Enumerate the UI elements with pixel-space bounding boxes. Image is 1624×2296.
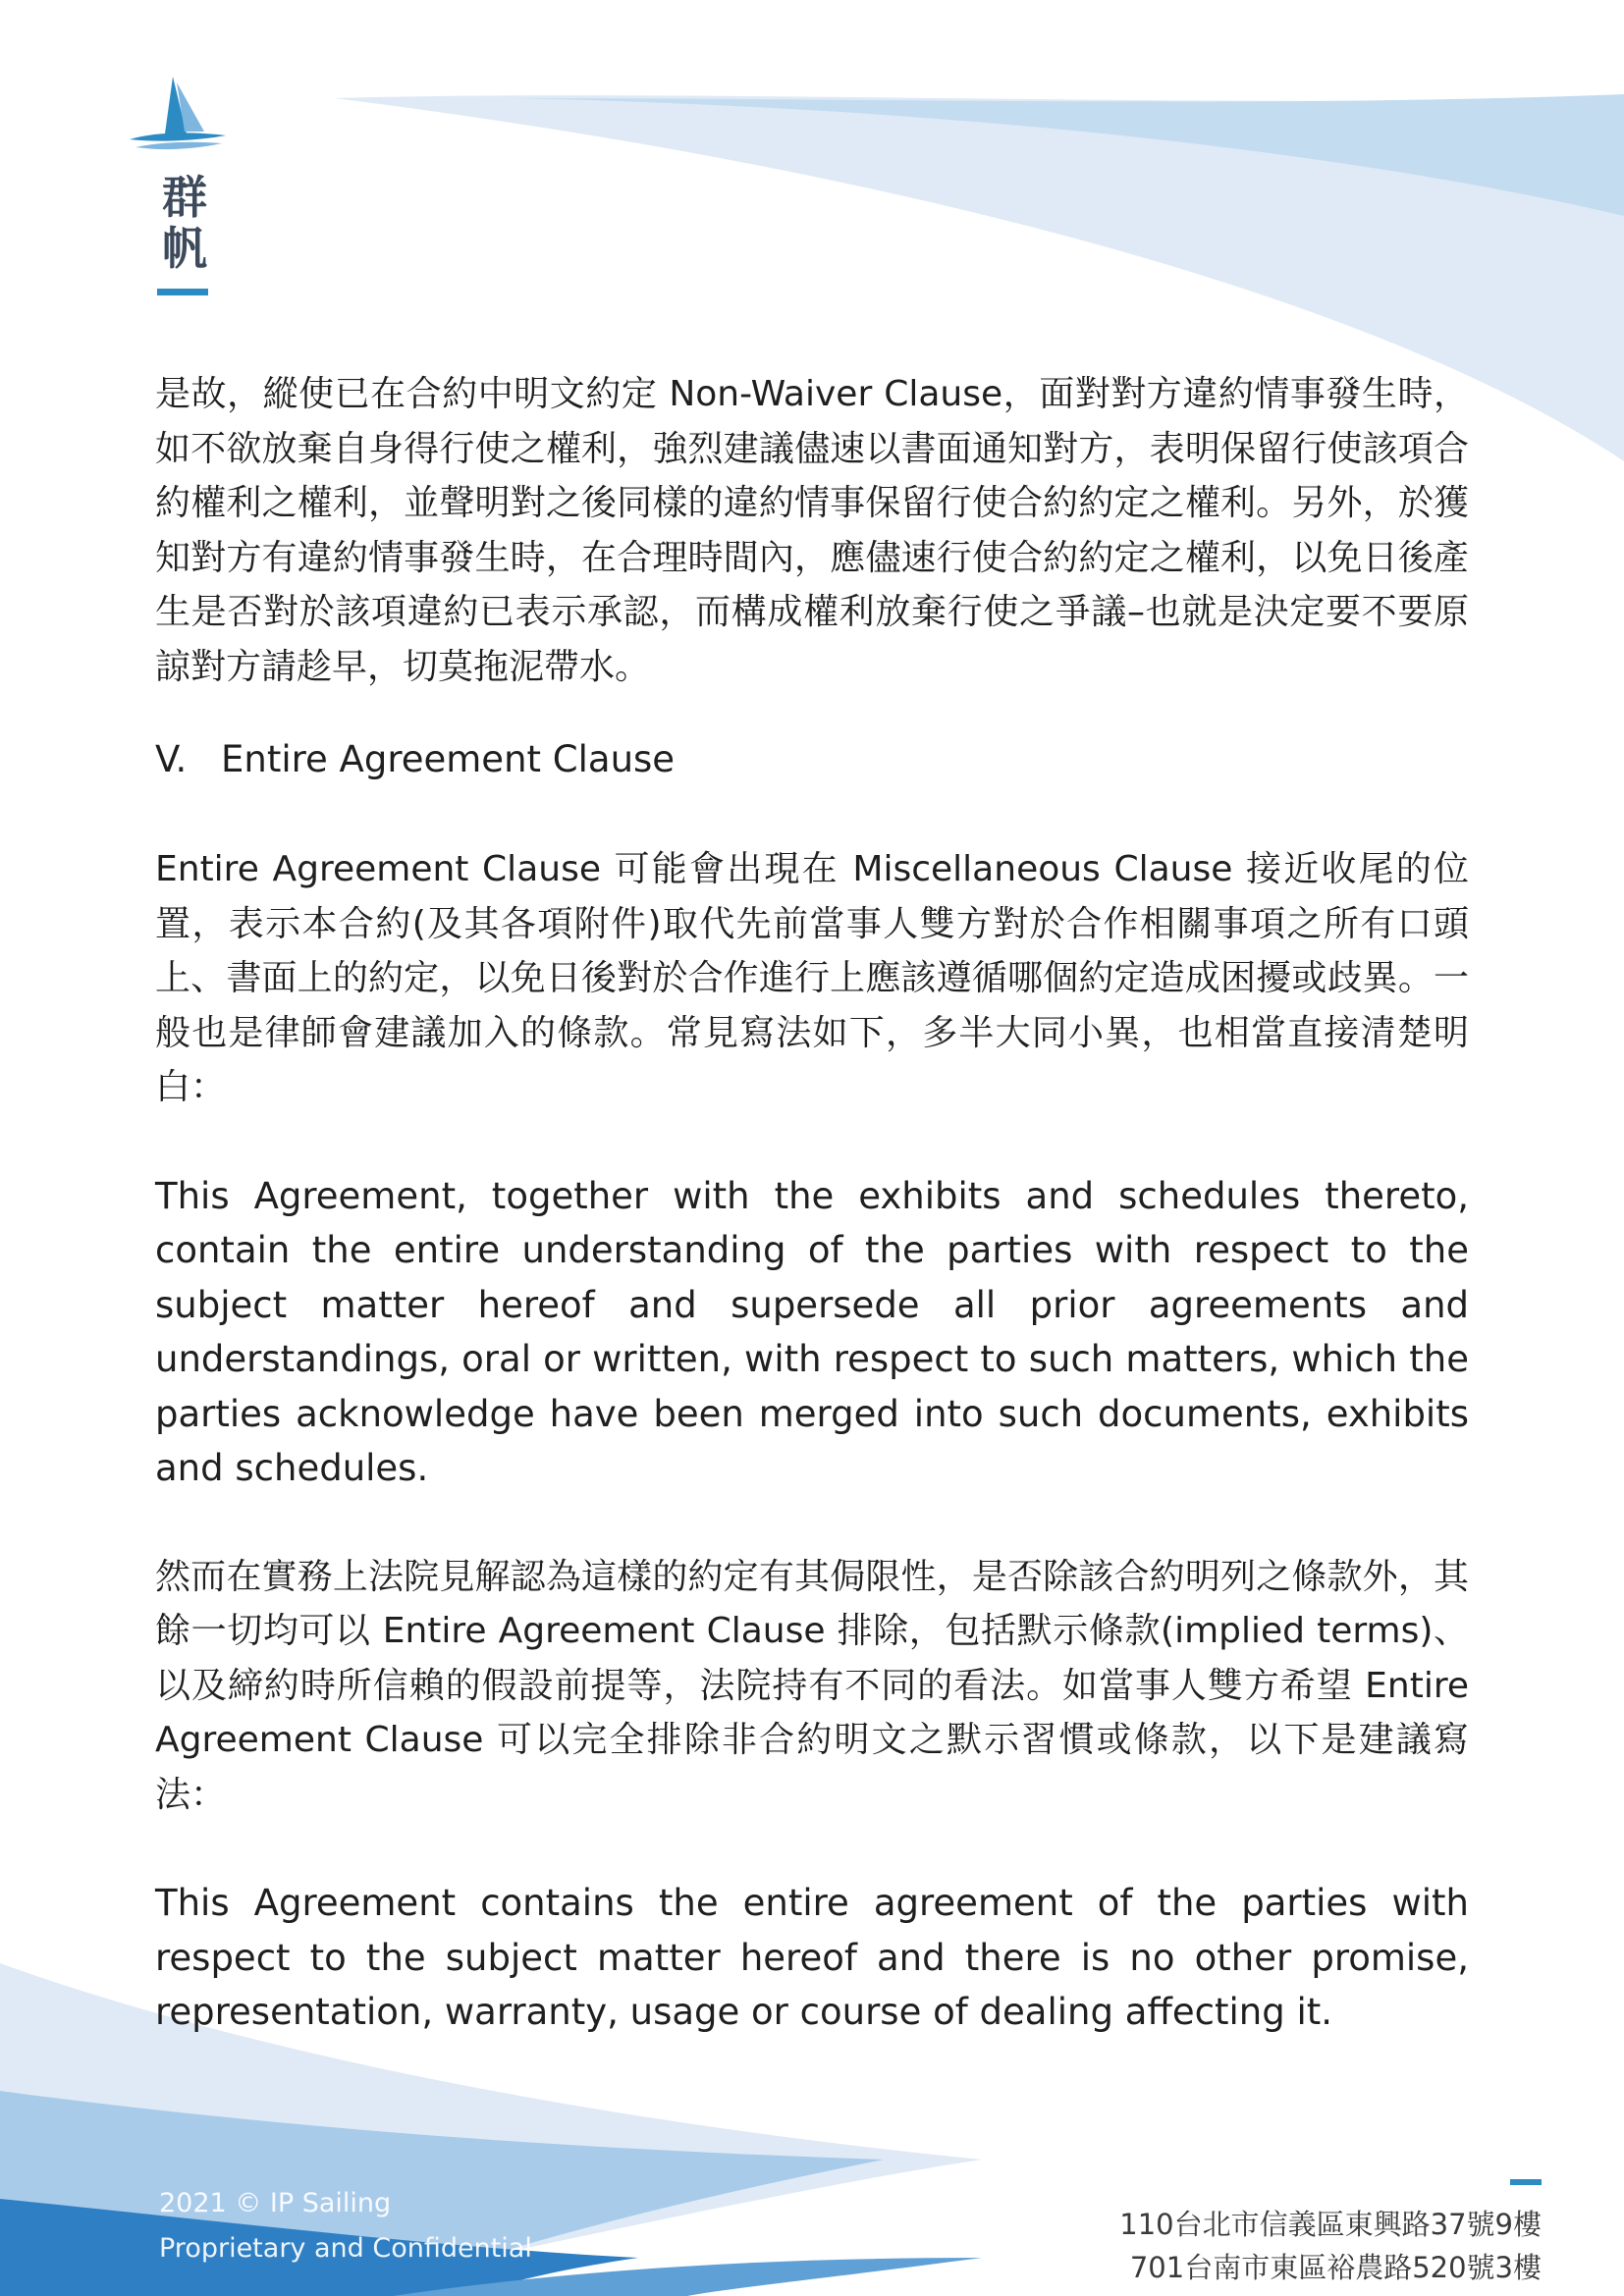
paragraph-non-waiver: 是故，縱使已在合約中明文約定 Non-Waiver Clause，面對對方違約情事發生時，如不欲放棄自身得行使之權利，強烈建議儘速以書面通知對方，表明保留行使該項合約權利之權利，並聲明對之後同樣的違約情事保留行使合約約定之權利。另外，於獲知對方有違約情事發生時，在合理時間內，應儘速行使合約約定之權利，以免日後產生是否對於該項違約已表示承認，而構成權利放棄行使之爭議–也就是決定要不要原諒對方請趁早，切莫拖泥帶水。 [155,374,1469,687]
section-number: V. [155,738,188,780]
footer-left [159,2181,532,2271]
logo [126,75,230,153]
address-taipei: 110台北市信義區東興路37號9樓 [1119,2208,1542,2241]
sailboat-icon [126,75,230,153]
paragraph-court-view: 然而在實務上法院見解認為這樣的約定有其侷限性，是否除該合約明列之條款外，其餘一切均可以 Entire Agreement Clause 排除，包括默示條款(implied terms)、以及締約時所信賴的假設前提等，法院持有不同的看法。如當事人雙方希望 Entire Agreement Clause 可以完全排除非合約明文之默示習慣或條款，以下是建議寫法： [155,1556,1469,1815]
footer-confidential: Proprietary and Confidential [159,2233,532,2264]
brand-char-2: 帆 [162,222,207,275]
section-title: Entire Agreement Clause [221,738,676,780]
brand-char-1: 群 [162,171,207,224]
footer-copyright: 2021 © IP Sailing [159,2188,392,2218]
brand-underline [157,289,208,295]
paragraph-entire-agreement-intro: Entire Agreement Clause 可能會出現在 Miscellaneous Clause 接近收尾的位置，表示本合約(及其各項附件)取代先前當事人雙方對於合作相關事項之所有口頭上、書面上的約定，以免日後對於合作進行上應該遵循哪個約定造成困擾或歧異。一般也是律師會建議加入的條款。常見寫法如下，多半大同小異，也相當直接清楚明白： [155,849,1469,1107]
paragraph-clause-example-1: This Agreement, together with the exhibits and schedules thereto, contain the entire understanding of the parties with respect to the subject matter hereof and supersede all prior agreements and understandings, oral or written, with respect to such matters, which the parties acknowledge have been merged into such documents, exhibits and schedules. [155,1174,1469,1489]
document-body [155,367,1469,2040]
footer-addresses [1119,2203,1542,2289]
paragraph-clause-example-2: This Agreement contains the entire agreement of the parties with respect to the subject matter hereof and there is no other promise, representation, warranty, usage or course of dealing affecting it. [155,1882,1469,2033]
section-heading [155,732,1469,786]
footer-accent-bar [1510,2179,1542,2185]
address-tainan: 701台南市東區裕農路520號3樓 [1129,2251,1542,2284]
